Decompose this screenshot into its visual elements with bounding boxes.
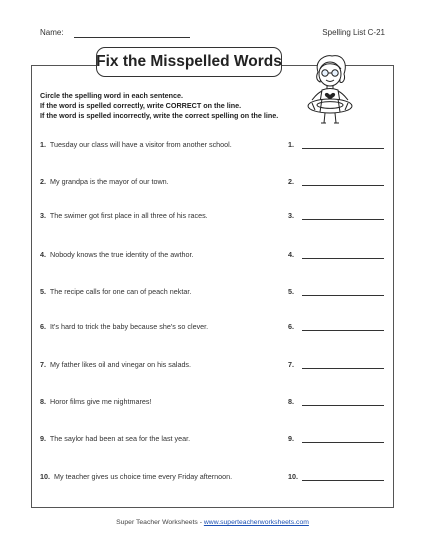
answer-number: 6. [288, 322, 294, 331]
answer-number: 2. [288, 177, 294, 186]
question-sentence[interactable]: The recipe calls for one can of peach nektar. [49, 287, 192, 296]
title-banner [96, 47, 282, 77]
question-item [40, 140, 390, 152]
question-sentence[interactable]: My grandpa is the mayor of our town. [50, 177, 169, 186]
question-number: 3. [40, 211, 46, 220]
question-item [40, 177, 390, 189]
question-sentence[interactable]: My teacher gives us choice time every Friday afternoon. [54, 472, 233, 481]
instruction-line: If the word is spelled incorrectly, write the correct spelling on the line. [40, 111, 279, 120]
question-sentence[interactable]: The swimer got first place in all three of his races. [49, 211, 208, 220]
question-item [40, 397, 390, 409]
question-number: 9. [40, 434, 46, 443]
name-line[interactable] [74, 37, 190, 38]
name-label: Name: [40, 28, 64, 37]
answer-number: 7. [288, 360, 294, 369]
question-sentence[interactable]: The saylor had been at sea for the last year. [49, 434, 191, 443]
answer-number: 4. [288, 250, 294, 259]
spelling-list-id: Spelling List C-21 [322, 28, 385, 37]
question-number: 2. [40, 177, 46, 186]
question-item [40, 287, 390, 299]
question-item [40, 250, 390, 262]
question-sentence[interactable]: It's hard to trick the baby because she's so clever. [50, 322, 209, 331]
girl-swim-ring-illustration [296, 52, 364, 128]
answer-line[interactable] [302, 185, 384, 186]
question-sentence[interactable]: Tuesday our class will have a visitor from another school. [49, 140, 232, 149]
question-number: 4. [40, 250, 46, 259]
question-number: 10. [40, 472, 50, 481]
answer-number: 10. [288, 472, 298, 481]
question-number: 8. [40, 397, 46, 406]
footer [0, 519, 425, 526]
question-number: 6. [40, 322, 46, 331]
answer-line[interactable] [302, 368, 384, 369]
question-item [40, 434, 390, 446]
question-sentence[interactable]: Horor films give me nightmares! [50, 397, 152, 406]
answer-line[interactable] [302, 480, 384, 481]
page-title: Fix the Misspelled Words [96, 53, 282, 70]
instruction-line: Circle the spelling word in each sentence. [40, 91, 183, 100]
answer-number: 5. [288, 287, 294, 296]
answer-number: 3. [288, 211, 294, 220]
question-item [40, 322, 390, 334]
footer-url-link[interactable]: www.superteacherworksheets.com [203, 519, 309, 526]
question-sentence[interactable]: Nobody knows the true identity of the awthor. [50, 250, 194, 259]
answer-line[interactable] [302, 148, 384, 149]
answer-line[interactable] [302, 258, 384, 259]
footer-brand: Super Teacher Worksheets [116, 519, 198, 526]
answer-number: 1. [288, 140, 294, 149]
question-number: 7. [40, 360, 46, 369]
question-sentence[interactable]: My father likes oil and vinegar on his salads. [50, 360, 192, 369]
answer-line[interactable] [302, 295, 384, 296]
answer-number: 9. [288, 434, 294, 443]
question-item [40, 360, 390, 372]
instruction-line: If the word is spelled correctly, write CORRECT on the line. [40, 101, 242, 110]
answer-line[interactable] [302, 219, 384, 220]
instructions [40, 91, 278, 121]
answer-number: 8. [288, 397, 294, 406]
answer-line[interactable] [302, 330, 384, 331]
question-number: 1. [40, 140, 46, 149]
footer-separator: - [197, 519, 204, 526]
question-number: 5. [40, 287, 46, 296]
question-item [40, 211, 390, 223]
question-item [40, 472, 390, 484]
answer-line[interactable] [302, 442, 384, 443]
answer-line[interactable] [302, 405, 384, 406]
